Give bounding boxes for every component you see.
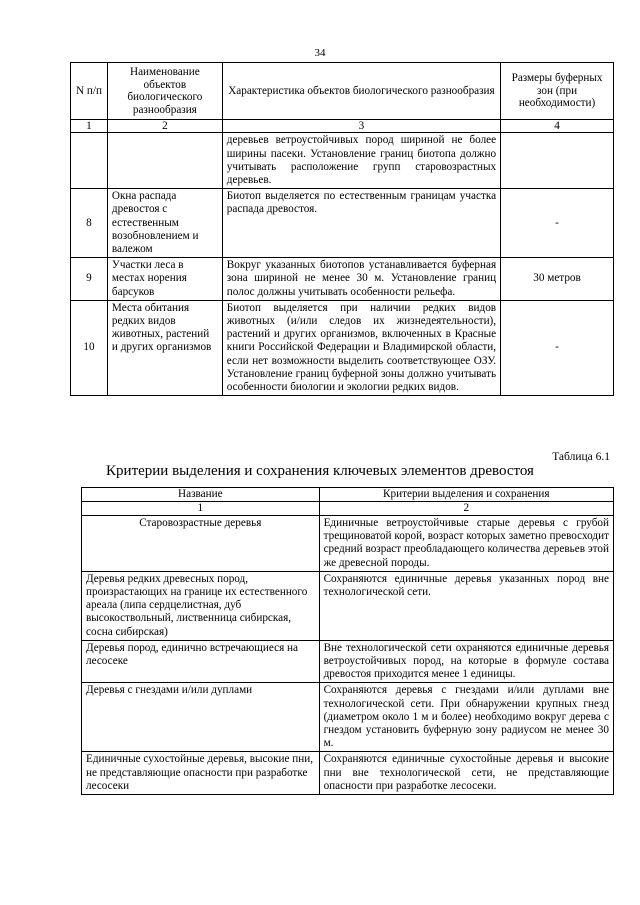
object-name: Окна распада древостоя с естественным возобновлением и валежом xyxy=(107,189,222,258)
column-header-characteristics: Характеристика объектов биологического разнообразия xyxy=(222,63,500,120)
buffer-size xyxy=(501,133,614,189)
element-name: Деревья с гнездами и/или дуплами xyxy=(82,683,320,752)
table-row xyxy=(71,133,614,189)
element-name: Деревья редких древесных пород, произрастающих на границе их естественного ареала (липа сердцелистная, дуб высокоствольный, лиственница сибирская, сосна сибирская) xyxy=(82,571,320,640)
table-row xyxy=(82,752,614,795)
table-row xyxy=(71,189,614,258)
column-header-criteria: Критерии выделения и сохранения xyxy=(319,488,613,502)
buffer-size: - xyxy=(501,300,614,395)
buffer-size: - xyxy=(501,189,614,258)
object-name xyxy=(107,133,222,189)
row-number xyxy=(71,133,108,189)
table-label: Таблица 6.1 xyxy=(552,451,610,463)
table-row xyxy=(71,300,614,395)
object-description: Биотоп выделяется при наличии редких видов животных (и/или следов их жизнедеятельности), растений и других организмов, включенных в Красные книги Российской Федерации и Владимирской области, если нет возможности выделить соответствующее ОЗУ. Установление границ буферной зоны должно учитывать особенности биологии и экологии редких видов. xyxy=(222,300,500,395)
object-description: Вокруг указанных биотопов устанавливается буферная зона шириной не менее 30 м. Установление границ полос должны учитывать особенности рельефа. xyxy=(222,258,500,301)
column-index-row xyxy=(71,120,614,133)
object-name: Участки леса в местах норения барсуков xyxy=(107,258,222,301)
table-row xyxy=(82,640,614,683)
column-header-name: Наименование объектов биологического разнообразия xyxy=(107,63,222,120)
column-index-row xyxy=(82,502,614,516)
object-description: деревьев ветроустойчивых пород шириной не более ширины пасеки. Установление границ биотопа должно учитывать расположение групп старовозрастных деревьев. xyxy=(222,133,500,189)
row-number: 8 xyxy=(71,189,108,258)
column-index: 2 xyxy=(107,120,222,133)
element-criteria: Сохраняются единичные сухостойные деревья и высокие пни вне технологической сети, не представляющие опасности при разработке лесосеки. xyxy=(319,752,613,795)
element-criteria: Вне технологической сети охраняются единичные деревья ветроустойчивых пород, на которые в формуле состава древостоя приходится менее 1 единицы. xyxy=(319,640,613,683)
object-name: Места обитания редких видов животных, растений и других организмов xyxy=(107,300,222,395)
element-name: Единичные сухостойные деревья, высокие пни, не представляющие опасности при разработке лесосеки xyxy=(82,752,320,795)
table-row xyxy=(71,258,614,301)
page-number: 34 xyxy=(314,47,326,59)
element-name: Старовозрастные деревья xyxy=(82,516,320,572)
object-description: Биотоп выделяется по естественным границам участка распада древостоя. xyxy=(222,189,500,258)
table-header-row xyxy=(71,63,614,120)
key-elements-table xyxy=(81,487,614,795)
table-row xyxy=(82,683,614,752)
column-header-number: N п/п xyxy=(71,63,108,120)
column-index: 3 xyxy=(222,120,500,133)
buffer-size: 30 метров xyxy=(501,258,614,301)
biodiversity-objects-table xyxy=(70,62,614,396)
table-header-row xyxy=(82,488,614,502)
column-index: 1 xyxy=(82,502,320,516)
column-index: 4 xyxy=(501,120,614,133)
column-header-buffer-size: Размеры буферных зон (при необходимости) xyxy=(501,63,614,120)
row-number: 9 xyxy=(71,258,108,301)
table-row xyxy=(82,571,614,640)
table-row xyxy=(82,516,614,572)
element-criteria: Сохраняются единичные деревья указанных пород вне технологической сети. xyxy=(319,571,613,640)
column-index: 1 xyxy=(71,120,108,133)
element-name: Деревья пород, единично встречающиеся на лесосеке xyxy=(82,640,320,683)
element-criteria: Единичные ветроустойчивые старые деревья с грубой трещиноватой корой, возраст которых заметно превосходит средний возраст преобладающего количества деревьев этой же древесной породы. xyxy=(319,516,613,572)
column-header-name: Название xyxy=(82,488,320,502)
row-number: 10 xyxy=(71,300,108,395)
element-criteria: Сохраняются деревья с гнездами и/или дуплами вне технологической сети. При обнаружении крупных гнезд (диаметром около 1 м и более) необходимо вокруг дерева с гнездом установить буферную зону радиусом не менее 30 м. xyxy=(319,683,613,752)
column-index: 2 xyxy=(319,502,613,516)
table-title: Критерии выделения и сохранения ключевых элементов древостоя xyxy=(106,463,534,479)
